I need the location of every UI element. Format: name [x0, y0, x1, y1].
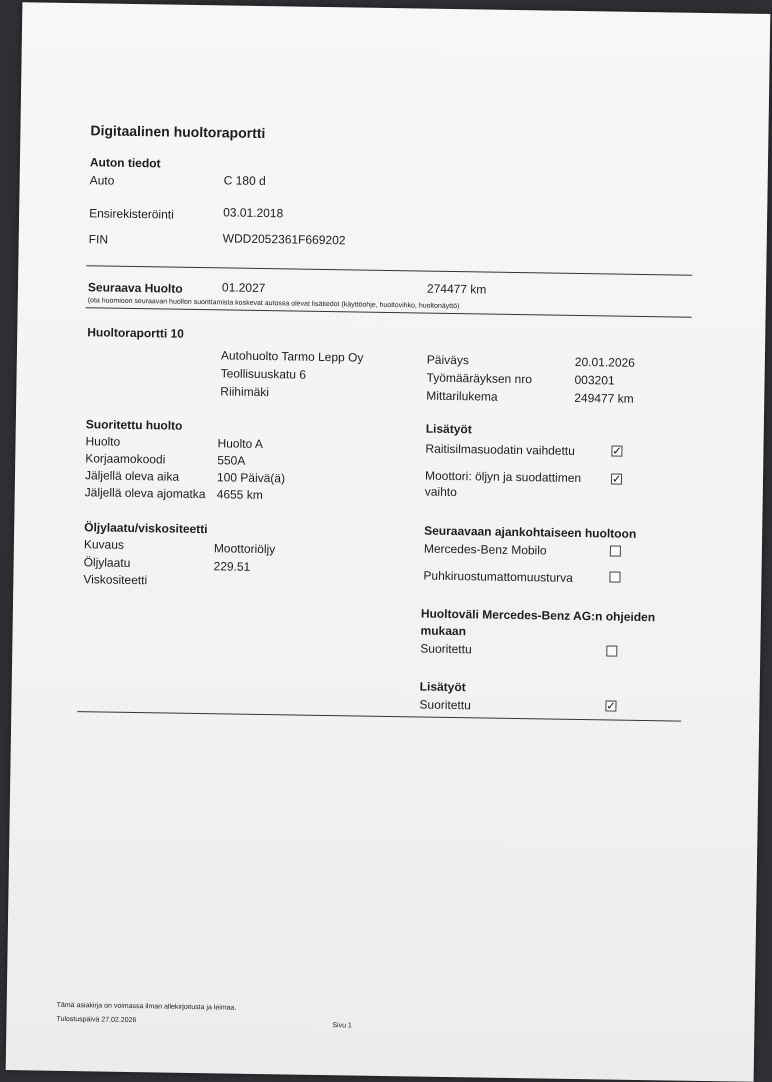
print-date: Tulostuspäivä 27.02.2026	[56, 1015, 137, 1025]
remaining-distance-value: 4655 km	[216, 487, 263, 503]
next-time-service-heading: Seuraavaan ajankohtaiseen huoltoon	[424, 523, 637, 541]
divider	[77, 711, 681, 721]
odometer-label: Mittarilukema	[426, 388, 498, 404]
extra-work-2-heading: Lisätyöt	[419, 679, 466, 695]
report-date-label: Päiväys	[426, 352, 470, 368]
document-page	[6, 2, 771, 1082]
workshop-street: Teollisuuskatu 6	[220, 366, 307, 382]
first-registration-label: Ensirekisteröinti	[89, 206, 174, 222]
workshop-name: Autohuolto Tarmo Lepp Oy	[220, 348, 364, 365]
vehicle-heading: Auton tiedot	[89, 155, 161, 171]
extra-work-checkbox[interactable]: ✓	[611, 473, 622, 486]
oil-description-value: Moottoriöljy	[213, 541, 276, 557]
extra-work-2-done-label: Suoritettu	[419, 697, 471, 713]
service-type-label: Huolto	[85, 434, 121, 449]
validity-note: Tämä asiakirja on voimassa ilman allekirjoitusta ja leimaa.	[56, 1001, 237, 1012]
report-heading: Huoltoraportti 10	[87, 325, 185, 341]
interval-done-checkbox[interactable]	[606, 645, 617, 656]
extra-work-heading: Lisätyöt	[425, 421, 472, 437]
remaining-time-label: Jäljellä oleva aika	[84, 468, 180, 484]
next-service-label: Seuraava Huolto	[87, 280, 183, 296]
service-type-value: Huolto A	[217, 436, 264, 452]
divider	[86, 265, 692, 276]
work-order-label: Työmääräyksen nro	[426, 370, 533, 387]
fin-value: WDD2052361F669202	[222, 231, 346, 248]
mobilo-label: Mercedes-Benz Mobilo	[423, 541, 547, 558]
odometer-value: 249477 km	[574, 390, 634, 406]
oil-heading: Öljylaatu/viskositeetti	[84, 520, 208, 537]
document-title: Digitaalinen huoltoraportti	[90, 122, 266, 142]
first-registration-value: 03.01.2018	[223, 205, 284, 221]
interval-heading: Huoltoväli Mercedes-Benz AG:n ohjeiden	[420, 606, 656, 625]
oil-description-label: Kuvaus	[83, 537, 125, 552]
extra-work-checkbox[interactable]: ✓	[612, 445, 622, 458]
remaining-time-value: 100 Päivä(ä)	[216, 470, 286, 486]
vehicle-model-value: C 180 d	[223, 173, 266, 189]
next-service-date: 01.2027	[221, 280, 266, 296]
extra-work-item-label: Raitisilmasuodatin vaihdettu	[425, 441, 575, 458]
fin-label: FIN	[88, 232, 109, 247]
vehicle-model-label: Auto	[89, 173, 115, 188]
next-service-note: (ota huomioon seuraavan huollon suorittamista koskevat autossa olevat lisätiedot (käyttöohje, huoltovihko, huoltonäyttö)	[87, 297, 460, 311]
workshop-code-label: Korjaamokoodi	[85, 451, 166, 467]
next-service-km: 274477 km	[426, 281, 487, 297]
mobilo-checkbox[interactable]	[610, 545, 621, 556]
page-number: Sivu 1	[332, 1022, 352, 1030]
performed-heading: Suoritettu huolto	[85, 417, 183, 433]
viscosity-label: Viskositeetti	[83, 572, 148, 588]
rust-warranty-checkbox[interactable]	[609, 571, 620, 582]
oil-quality-value: 229.51	[213, 559, 251, 574]
interval-heading-cont: mukaan	[420, 623, 467, 639]
extra-work-item-label-cont: vaihto	[424, 484, 457, 500]
remaining-distance-label: Jäljellä oleva ajomatka	[84, 485, 206, 502]
rust-warranty-label: Puhkiruostumattomuusturva	[423, 568, 573, 585]
interval-done-label: Suoritettu	[420, 641, 472, 657]
oil-quality-label: Öljylaatu	[83, 555, 131, 570]
extra-work-item-label: Moottori: öljyn ja suodattimen	[424, 468, 582, 486]
work-order-value: 003201	[574, 372, 615, 388]
workshop-city: Riihimäki	[220, 384, 270, 400]
workshop-code-value: 550A	[217, 453, 246, 468]
extra-work-2-done-checkbox[interactable]: ✓	[606, 700, 616, 713]
report-date-value: 20.01.2026	[574, 354, 636, 370]
